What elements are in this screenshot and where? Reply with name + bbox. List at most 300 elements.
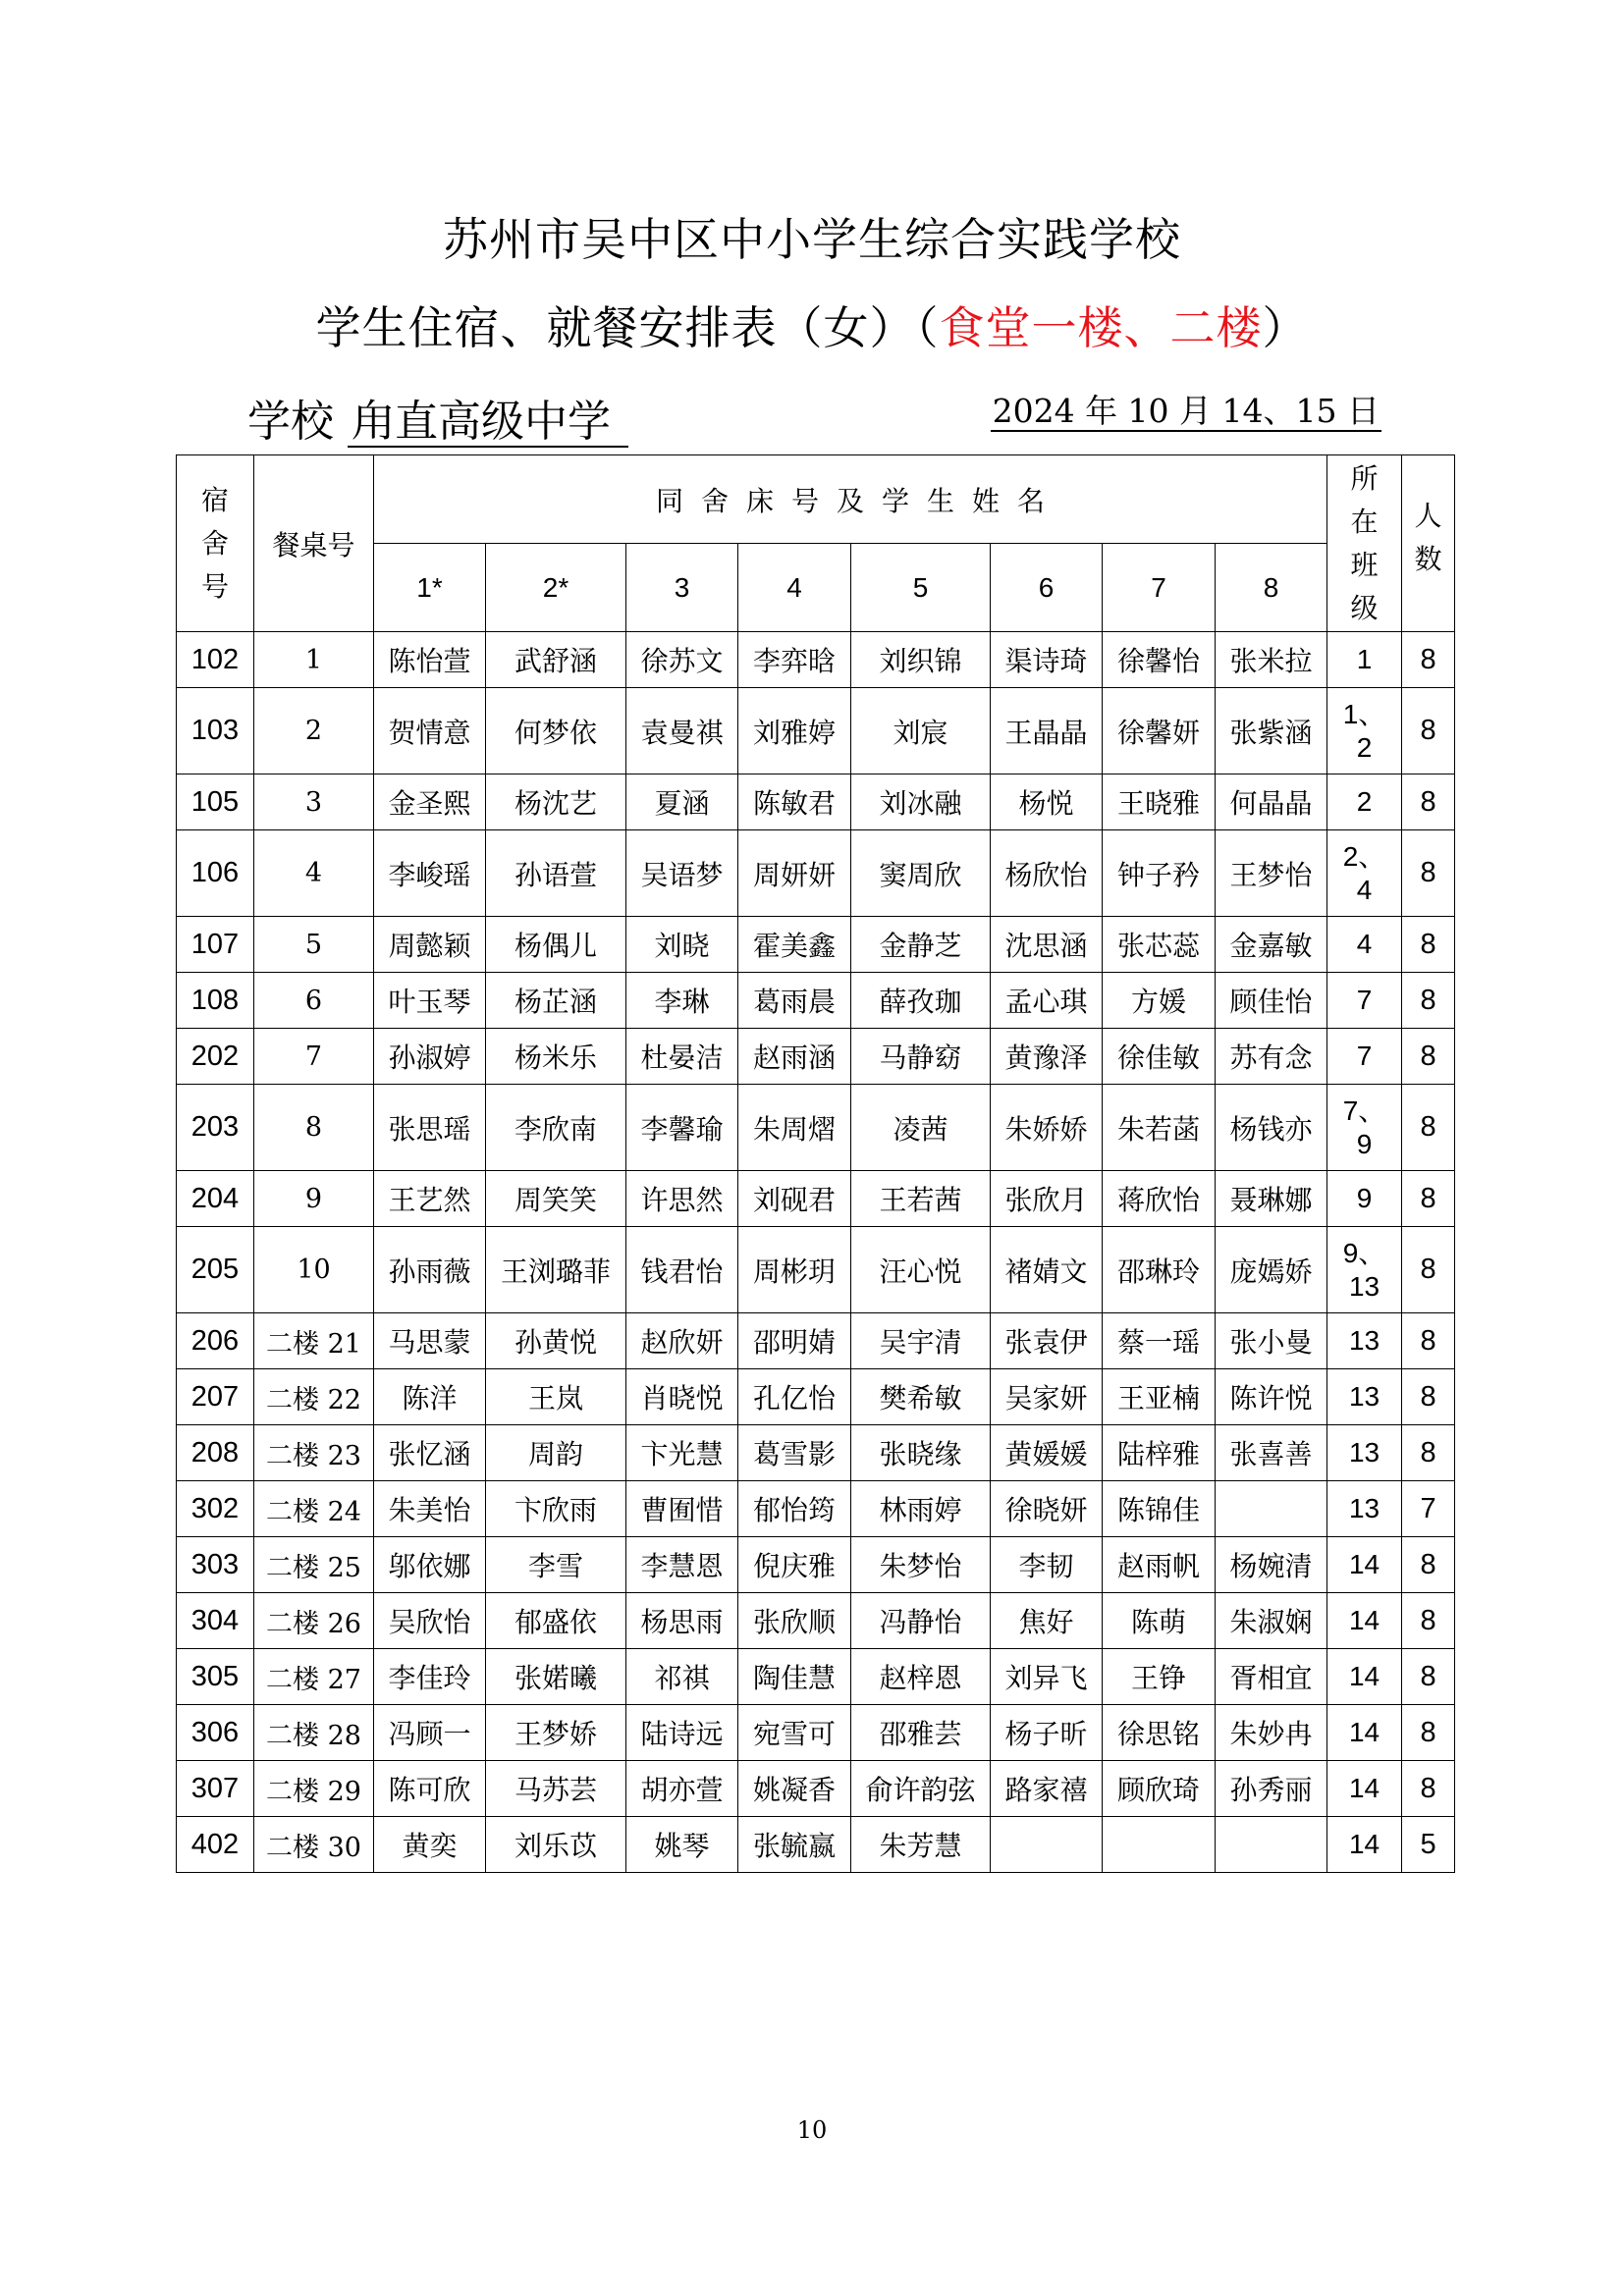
student-name-cell: 杨婉清 <box>1216 1537 1327 1593</box>
student-name-cell: 王艺然 <box>374 1171 486 1227</box>
class-cell <box>1327 1029 1402 1085</box>
table-row <box>177 830 1455 917</box>
dining-table-cell: 二楼 28 <box>254 1705 374 1761</box>
student-name-cell: 李雪 <box>486 1537 626 1593</box>
student-name-cell: 刘雅婷 <box>738 688 851 774</box>
student-name-cell: 林雨婷 <box>851 1481 991 1537</box>
student-name-cell: 陈锦佳 <box>1103 1481 1216 1537</box>
room-number-cell: 202 <box>177 1029 254 1085</box>
table-row <box>177 1313 1455 1369</box>
dining-table-cell: 7 <box>254 1029 374 1085</box>
student-name-cell: 朱美怡 <box>374 1481 486 1537</box>
student-name-cell: 陈洋 <box>374 1369 486 1425</box>
student-name-cell: 陈可欣 <box>374 1761 486 1817</box>
class-value: 9、 <box>1342 1237 1386 1268</box>
student-name-cell: 赵雨涵 <box>738 1029 851 1085</box>
student-name-cell: 孙秀丽 <box>1216 1761 1327 1817</box>
student-name-cell: 周韵 <box>486 1425 626 1481</box>
student-name-cell: 倪庆雅 <box>738 1537 851 1593</box>
student-name-cell: 赵梓恩 <box>851 1649 991 1705</box>
dining-table-cell: 二楼 29 <box>254 1761 374 1817</box>
room-number-cell: 205 <box>177 1227 254 1313</box>
student-name-cell: 马静窈 <box>851 1029 991 1085</box>
student-name-cell: 路家禧 <box>991 1761 1103 1817</box>
headcount-cell: 8 <box>1402 830 1455 917</box>
headcount-cell: 7 <box>1402 1481 1455 1537</box>
student-name-cell: 徐苏文 <box>626 632 738 688</box>
student-name-cell: 王浏璐菲 <box>486 1227 626 1313</box>
student-name-cell: 刘宸 <box>851 688 991 774</box>
class-value: 13 <box>1348 1270 1380 1302</box>
student-name-cell: 张喜善 <box>1216 1425 1327 1481</box>
table-row <box>177 774 1455 830</box>
dining-table-cell: 二楼 21 <box>254 1313 374 1369</box>
school-label: 学校 <box>247 397 334 447</box>
class-cell <box>1327 1481 1402 1537</box>
table-row <box>177 1537 1455 1593</box>
headcount-cell: 8 <box>1402 1029 1455 1085</box>
class-value: 1、 <box>1342 698 1386 729</box>
headcount-cell: 8 <box>1402 1171 1455 1227</box>
headcount-cell: 8 <box>1402 1649 1455 1705</box>
student-name-cell: 赵雨帆 <box>1103 1537 1216 1593</box>
student-name-cell: 顾欣琦 <box>1103 1761 1216 1817</box>
class-value: 4 <box>1356 929 1373 959</box>
room-number-cell: 207 <box>177 1369 254 1425</box>
student-name-cell: 周妍妍 <box>738 830 851 917</box>
student-name-cell: 孙雨薇 <box>374 1227 486 1313</box>
room-number-cell: 302 <box>177 1481 254 1537</box>
student-name-cell: 刘砚君 <box>738 1171 851 1227</box>
table-row <box>177 917 1455 973</box>
student-name-cell: 庞嫣娇 <box>1216 1227 1327 1313</box>
table-row <box>177 1029 1455 1085</box>
student-name-cell: 周懿颖 <box>374 917 486 973</box>
student-name-cell: 李慧恩 <box>626 1537 738 1593</box>
class-value: 14 <box>1348 1549 1380 1579</box>
student-name-cell: 蒋欣怡 <box>1103 1171 1216 1227</box>
student-name-cell: 黄媛媛 <box>991 1425 1103 1481</box>
student-name-cell: 孙黄悦 <box>486 1313 626 1369</box>
student-name-cell: 李峻瑶 <box>374 830 486 917</box>
student-name-cell: 刘晓 <box>626 917 738 973</box>
student-name-cell: 吴语梦 <box>626 830 738 917</box>
student-name-cell: 张芯蕊 <box>1103 917 1216 973</box>
student-name-cell: 宛雪可 <box>738 1705 851 1761</box>
table-row <box>177 1593 1455 1649</box>
student-name-cell: 胥相宜 <box>1216 1649 1327 1705</box>
student-name-cell: 胡亦萱 <box>626 1761 738 1817</box>
class-cell <box>1327 1761 1402 1817</box>
student-name-cell: 杨偶儿 <box>486 917 626 973</box>
table-row <box>177 688 1455 774</box>
header-bed-number: 1* <box>374 544 486 632</box>
student-name-cell: 陈敏君 <box>738 774 851 830</box>
student-name-cell: 郁怡筠 <box>738 1481 851 1537</box>
student-name-cell <box>1103 1817 1216 1873</box>
class-value: 14 <box>1348 1829 1380 1859</box>
class-cell <box>1327 1369 1402 1425</box>
student-name-cell: 马思蒙 <box>374 1313 486 1369</box>
class-cell <box>1327 1649 1402 1705</box>
student-name-cell: 黄豫泽 <box>991 1029 1103 1085</box>
header-bed-group: 同舍床号及学生姓名 <box>374 455 1327 544</box>
student-name-cell: 陈怡萱 <box>374 632 486 688</box>
student-name-cell: 刘乐苡 <box>486 1817 626 1873</box>
student-name-cell: 冯顾一 <box>374 1705 486 1761</box>
student-name-cell: 金圣熙 <box>374 774 486 830</box>
student-name-cell: 杨钱亦 <box>1216 1085 1327 1171</box>
student-name-cell: 焦好 <box>991 1593 1103 1649</box>
room-number-cell: 107 <box>177 917 254 973</box>
student-name-cell: 陈萌 <box>1103 1593 1216 1649</box>
student-name-cell: 叶玉琴 <box>374 973 486 1029</box>
room-number-cell: 103 <box>177 688 254 774</box>
student-name-cell: 孙淑婷 <box>374 1029 486 1085</box>
student-name-cell: 张紫涵 <box>1216 688 1327 774</box>
header-bed-number: 6 <box>991 544 1103 632</box>
subtitle-paren-open: （ <box>915 301 940 354</box>
headcount-cell: 8 <box>1402 1705 1455 1761</box>
header-bed-number: 7 <box>1103 544 1216 632</box>
student-name-cell: 渠诗琦 <box>991 632 1103 688</box>
dining-table-cell: 9 <box>254 1171 374 1227</box>
student-name-cell: 李琳 <box>626 973 738 1029</box>
room-number-cell: 105 <box>177 774 254 830</box>
headcount-cell: 8 <box>1402 1085 1455 1171</box>
student-name-cell: 吴欣怡 <box>374 1593 486 1649</box>
student-name-cell: 邵明婧 <box>738 1313 851 1369</box>
dining-table-cell: 二楼 22 <box>254 1369 374 1425</box>
student-name-cell: 李佳玲 <box>374 1649 486 1705</box>
student-name-cell: 吴家妍 <box>991 1369 1103 1425</box>
class-value: 4 <box>1356 874 1373 905</box>
student-name-cell: 杨欣怡 <box>991 830 1103 917</box>
student-name-cell: 张毓嬴 <box>738 1817 851 1873</box>
student-name-cell: 贺情意 <box>374 688 486 774</box>
student-name-cell: 朱妙冉 <box>1216 1705 1327 1761</box>
student-name-cell: 张小曼 <box>1216 1313 1327 1369</box>
table-row <box>177 1227 1455 1313</box>
headcount-cell: 8 <box>1402 973 1455 1029</box>
header-room-number: 宿 舍 号 <box>177 455 254 632</box>
student-name-cell: 俞许韵弦 <box>851 1761 991 1817</box>
student-name-cell: 王梦怡 <box>1216 830 1327 917</box>
table-row <box>177 1649 1455 1705</box>
table-row <box>177 1171 1455 1227</box>
student-name-cell: 邵雅芸 <box>851 1705 991 1761</box>
student-name-cell: 张晓缘 <box>851 1425 991 1481</box>
student-name-cell: 张婼曦 <box>486 1649 626 1705</box>
class-cell <box>1327 688 1402 774</box>
student-name-cell: 霍美鑫 <box>738 917 851 973</box>
room-number-cell: 203 <box>177 1085 254 1171</box>
dining-table-cell: 二楼 30 <box>254 1817 374 1873</box>
dining-table-cell: 5 <box>254 917 374 973</box>
dining-table-cell: 二楼 25 <box>254 1537 374 1593</box>
student-name-cell: 徐馨怡 <box>1103 632 1216 688</box>
class-value: 7 <box>1356 985 1373 1015</box>
table-row <box>177 1761 1455 1817</box>
student-name-cell: 钱君怡 <box>626 1227 738 1313</box>
student-name-cell: 卞光慧 <box>626 1425 738 1481</box>
document-subtitle <box>0 293 1624 357</box>
dining-table-cell: 3 <box>254 774 374 830</box>
student-name-cell: 张欣顺 <box>738 1593 851 1649</box>
document-title: 苏州市吴中区中小学生综合实践学校 <box>443 213 1181 266</box>
student-name-cell: 孟心琪 <box>991 973 1103 1029</box>
page-number: 10 <box>796 2116 828 2144</box>
student-name-cell: 王铮 <box>1103 1649 1216 1705</box>
class-cell <box>1327 830 1402 917</box>
student-name-cell: 刘冰融 <box>851 774 991 830</box>
student-name-cell: 钟子矜 <box>1103 830 1216 917</box>
class-value: 9 <box>1356 1128 1373 1159</box>
student-name-cell: 方媛 <box>1103 973 1216 1029</box>
room-number-cell: 206 <box>177 1313 254 1369</box>
student-name-cell: 朱淑娴 <box>1216 1593 1327 1649</box>
headcount-cell: 8 <box>1402 1761 1455 1817</box>
class-cell <box>1327 1817 1402 1873</box>
class-value: 2、 <box>1342 840 1386 872</box>
headcount-cell: 8 <box>1402 1537 1455 1593</box>
student-name-cell: 李弈晗 <box>738 632 851 688</box>
subtitle-paren-close: ） <box>1262 301 1309 354</box>
headcount-cell: 5 <box>1402 1817 1455 1873</box>
student-name-cell: 聂琳娜 <box>1216 1171 1327 1227</box>
class-cell <box>1327 1227 1402 1313</box>
student-name-cell: 张忆涵 <box>374 1425 486 1481</box>
header-dining-table: 餐桌号 <box>254 455 374 632</box>
class-value: 2 <box>1356 786 1373 817</box>
student-name-cell: 陆诗远 <box>626 1705 738 1761</box>
student-name-cell: 顾佳怡 <box>1216 973 1327 1029</box>
student-name-cell: 杨芷涵 <box>486 973 626 1029</box>
room-number-cell: 204 <box>177 1171 254 1227</box>
dining-table-cell: 10 <box>254 1227 374 1313</box>
student-name-cell <box>991 1817 1103 1873</box>
room-number-cell: 307 <box>177 1761 254 1817</box>
room-number-cell: 306 <box>177 1705 254 1761</box>
dormitory-dining-table <box>176 454 1455 1873</box>
student-name-cell: 蔡一瑶 <box>1103 1313 1216 1369</box>
table-row <box>177 1481 1455 1537</box>
student-name-cell: 王晓雅 <box>1103 774 1216 830</box>
table-row <box>177 1425 1455 1481</box>
student-name-cell: 祁祺 <box>626 1649 738 1705</box>
student-name-cell: 孔亿怡 <box>738 1369 851 1425</box>
student-name-cell: 朱若菡 <box>1103 1085 1216 1171</box>
class-cell <box>1327 1425 1402 1481</box>
room-number-cell: 402 <box>177 1817 254 1873</box>
student-name-cell: 马苏芸 <box>486 1761 626 1817</box>
class-value: 2 <box>1356 731 1373 763</box>
student-name-cell: 朱芳慧 <box>851 1817 991 1873</box>
header-bed-number: 4 <box>738 544 851 632</box>
dining-table-cell: 8 <box>254 1085 374 1171</box>
dining-table-cell: 二楼 26 <box>254 1593 374 1649</box>
class-value: 9 <box>1356 1183 1373 1213</box>
dining-table-cell: 二楼 27 <box>254 1649 374 1705</box>
headcount-cell: 8 <box>1402 917 1455 973</box>
header-headcount: 人 数 <box>1402 455 1455 632</box>
student-name-cell: 姚琴 <box>626 1817 738 1873</box>
student-name-cell: 何梦依 <box>486 688 626 774</box>
student-name-cell: 沈思涵 <box>991 917 1103 973</box>
student-name-cell: 朱梦怡 <box>851 1537 991 1593</box>
student-name-cell: 孙语萱 <box>486 830 626 917</box>
student-name-cell: 窦周欣 <box>851 830 991 917</box>
student-name-cell: 武舒涵 <box>486 632 626 688</box>
student-name-cell: 冯静怡 <box>851 1593 991 1649</box>
student-name-cell: 许思然 <box>626 1171 738 1227</box>
table-row <box>177 632 1455 688</box>
student-name-cell: 夏涵 <box>626 774 738 830</box>
headcount-cell: 8 <box>1402 1227 1455 1313</box>
school-name: 甪直高级中学 <box>348 399 628 448</box>
student-name-cell: 卞欣雨 <box>486 1481 626 1537</box>
room-number-cell: 303 <box>177 1537 254 1593</box>
student-name-cell <box>1216 1817 1327 1873</box>
class-value: 14 <box>1348 1717 1380 1747</box>
table-row <box>177 1705 1455 1761</box>
student-name-cell: 朱周熠 <box>738 1085 851 1171</box>
dining-table-cell: 2 <box>254 688 374 774</box>
student-name-cell: 杨沈艺 <box>486 774 626 830</box>
student-name-cell: 徐佳敏 <box>1103 1029 1216 1085</box>
student-name-cell: 吴宇清 <box>851 1313 991 1369</box>
student-name-cell: 刘织锦 <box>851 632 991 688</box>
student-name-cell: 薛孜珈 <box>851 973 991 1029</box>
student-name-cell: 杜晏洁 <box>626 1029 738 1085</box>
student-name-cell: 张米拉 <box>1216 632 1327 688</box>
headcount-cell: 8 <box>1402 632 1455 688</box>
student-name-cell: 陆梓雅 <box>1103 1425 1216 1481</box>
class-cell <box>1327 1705 1402 1761</box>
headcount-cell: 8 <box>1402 688 1455 774</box>
headcount-cell: 8 <box>1402 1313 1455 1369</box>
class-value: 1 <box>1356 644 1373 674</box>
student-name-cell: 赵欣妍 <box>626 1313 738 1369</box>
subtitle-main: 学生住宿、就餐安排表（女） <box>315 301 916 354</box>
student-name-cell: 张袁伊 <box>991 1313 1103 1369</box>
headcount-cell: 8 <box>1402 1425 1455 1481</box>
class-value: 7、 <box>1342 1095 1386 1126</box>
student-name-cell: 何晶晶 <box>1216 774 1327 830</box>
class-value: 13 <box>1348 1381 1380 1412</box>
class-value: 14 <box>1348 1773 1380 1803</box>
class-value: 13 <box>1348 1325 1380 1356</box>
room-number-cell: 106 <box>177 830 254 917</box>
table-row <box>177 1817 1455 1873</box>
student-name-cell: 李欣南 <box>486 1085 626 1171</box>
class-cell <box>1327 1313 1402 1369</box>
student-name-cell: 王梦娇 <box>486 1705 626 1761</box>
student-name-cell: 张欣月 <box>991 1171 1103 1227</box>
class-cell <box>1327 1085 1402 1171</box>
student-name-cell: 杨米乐 <box>486 1029 626 1085</box>
student-name-cell: 王若茜 <box>851 1171 991 1227</box>
class-cell <box>1327 632 1402 688</box>
student-name-cell <box>1216 1481 1327 1537</box>
student-name-cell: 葛雨晨 <box>738 973 851 1029</box>
headcount-cell: 8 <box>1402 1593 1455 1649</box>
student-name-cell: 黄奕 <box>374 1817 486 1873</box>
student-name-cell: 王晶晶 <box>991 688 1103 774</box>
dining-table-cell: 二楼 23 <box>254 1425 374 1481</box>
student-name-cell: 褚婧文 <box>991 1227 1103 1313</box>
header-bed-number: 8 <box>1216 544 1327 632</box>
student-name-cell: 葛雪影 <box>738 1425 851 1481</box>
student-name-cell: 汪心悦 <box>851 1227 991 1313</box>
student-name-cell: 凌茜 <box>851 1085 991 1171</box>
student-name-cell: 张思瑶 <box>374 1085 486 1171</box>
student-name-cell: 王岚 <box>486 1369 626 1425</box>
room-number-cell: 102 <box>177 632 254 688</box>
student-name-cell: 李馨瑜 <box>626 1085 738 1171</box>
table-row <box>177 1085 1455 1171</box>
header-bed-number: 2* <box>486 544 626 632</box>
dining-table-cell: 1 <box>254 632 374 688</box>
table-row <box>177 973 1455 1029</box>
table-row <box>177 1369 1455 1425</box>
student-name-cell: 樊希敏 <box>851 1369 991 1425</box>
student-name-cell: 杨悦 <box>991 774 1103 830</box>
student-name-cell: 曹囿惜 <box>626 1481 738 1537</box>
student-name-cell: 郁盛依 <box>486 1593 626 1649</box>
student-name-cell: 金嘉敏 <box>1216 917 1327 973</box>
class-cell <box>1327 973 1402 1029</box>
class-cell <box>1327 1537 1402 1593</box>
headcount-cell: 8 <box>1402 774 1455 830</box>
student-name-cell: 陈许悦 <box>1216 1369 1327 1425</box>
header-bed-number: 3 <box>626 544 738 632</box>
room-number-cell: 108 <box>177 973 254 1029</box>
class-value: 7 <box>1356 1041 1373 1071</box>
student-name-cell: 徐晓妍 <box>991 1481 1103 1537</box>
class-value: 14 <box>1348 1605 1380 1635</box>
student-name-cell: 姚凝香 <box>738 1761 851 1817</box>
student-name-cell: 徐馨妍 <box>1103 688 1216 774</box>
dining-table-cell: 6 <box>254 973 374 1029</box>
room-number-cell: 304 <box>177 1593 254 1649</box>
student-name-cell: 杨子昕 <box>991 1705 1103 1761</box>
class-value: 13 <box>1348 1493 1380 1523</box>
class-cell <box>1327 1171 1402 1227</box>
student-name-cell: 邵琳玲 <box>1103 1227 1216 1313</box>
student-name-cell: 袁曼祺 <box>626 688 738 774</box>
student-name-cell: 李韧 <box>991 1537 1103 1593</box>
headcount-cell: 8 <box>1402 1369 1455 1425</box>
student-name-cell: 苏有念 <box>1216 1029 1327 1085</box>
class-value: 14 <box>1348 1661 1380 1691</box>
student-name-cell: 金静芝 <box>851 917 991 973</box>
class-cell <box>1327 917 1402 973</box>
room-number-cell: 208 <box>177 1425 254 1481</box>
student-name-cell: 邬依娜 <box>374 1537 486 1593</box>
class-cell <box>1327 774 1402 830</box>
student-name-cell: 周笑笑 <box>486 1171 626 1227</box>
class-value: 13 <box>1348 1437 1380 1468</box>
header-bed-number: 5 <box>851 544 991 632</box>
class-cell <box>1327 1593 1402 1649</box>
schedule-date: 2024 年 10 月 14、15 日 <box>992 392 1380 430</box>
student-name-cell: 周彬玥 <box>738 1227 851 1313</box>
student-name-cell: 王亚楠 <box>1103 1369 1216 1425</box>
dining-table-cell: 4 <box>254 830 374 917</box>
student-name-cell: 杨思雨 <box>626 1593 738 1649</box>
student-name-cell: 徐思铭 <box>1103 1705 1216 1761</box>
